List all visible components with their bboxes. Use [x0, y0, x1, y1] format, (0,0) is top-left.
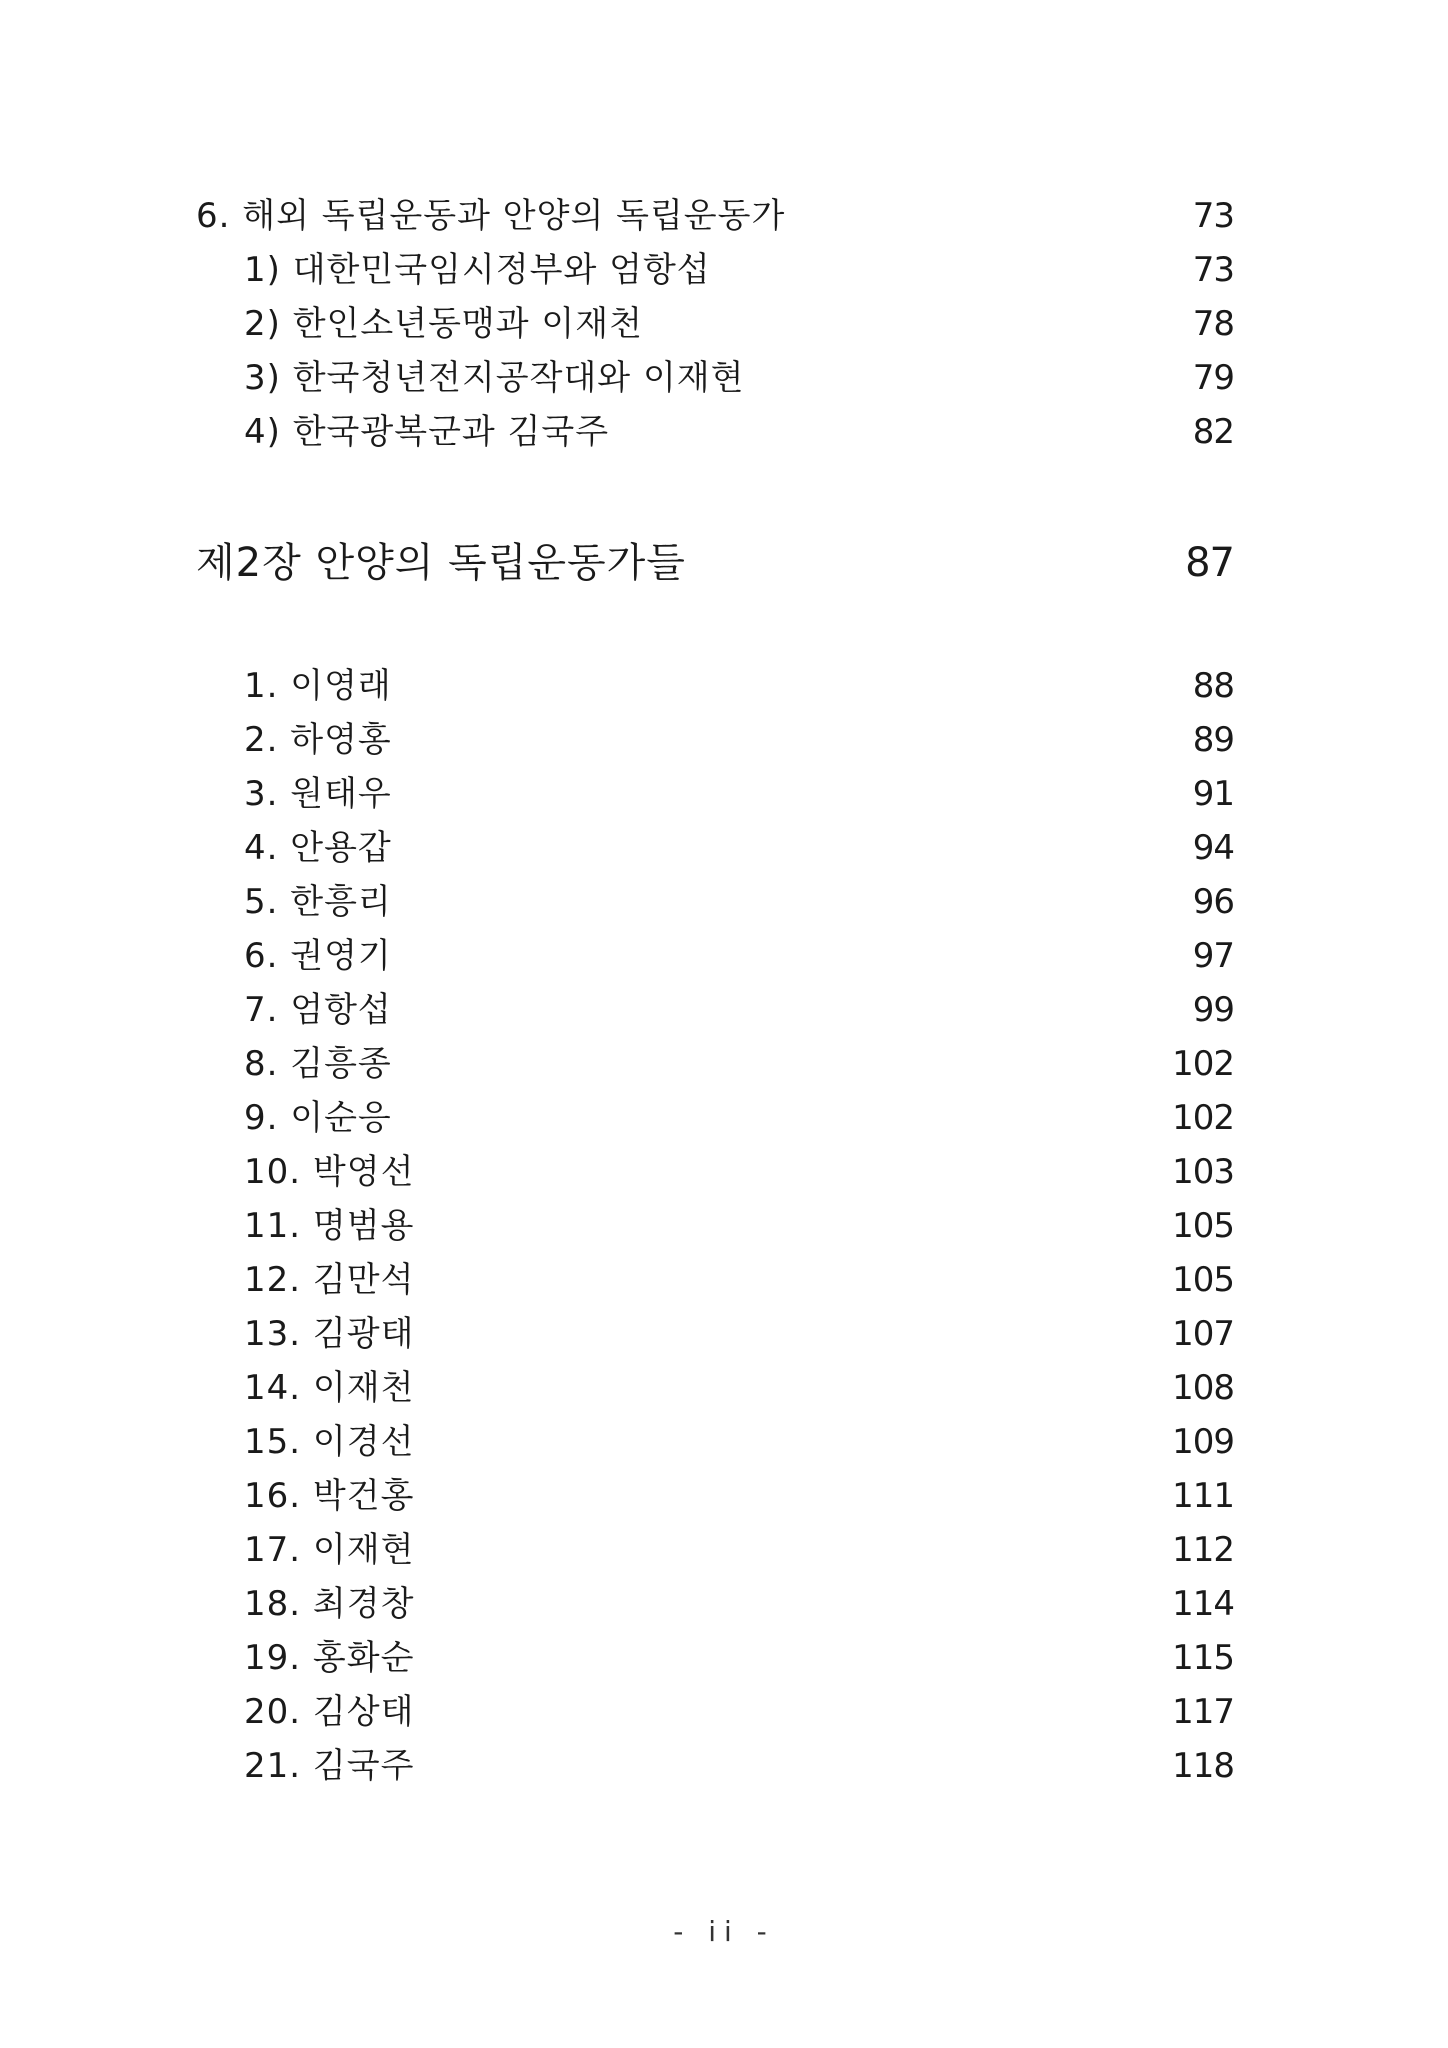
toc-entry-title: 11. 명범용	[244, 1206, 415, 1246]
toc-entry	[0, 659, 1448, 713]
toc-entry	[0, 713, 1448, 767]
toc-subitem-title: 4) 한국광복군과 김국주	[244, 412, 610, 452]
toc-entry	[0, 1199, 1448, 1253]
toc-entry-page: 96	[1192, 882, 1234, 922]
toc-entry-page: 112	[1172, 1530, 1234, 1570]
toc-entry-page: 102	[1172, 1098, 1234, 1138]
toc-entry-page: 102	[1172, 1044, 1234, 1084]
toc-entry-page: 105	[1172, 1206, 1234, 1246]
toc-entry-page: 99	[1192, 990, 1234, 1030]
toc-entry-page: 109	[1172, 1422, 1234, 1462]
toc-entry	[0, 1631, 1448, 1685]
toc-entry-page: 91	[1192, 774, 1234, 814]
toc-entry-title: 4. 안용갑	[244, 828, 392, 868]
toc-entry-page: 117	[1172, 1692, 1234, 1732]
toc-chapter-title: 제2장 안양의 독립운동가들	[196, 540, 686, 586]
toc-entry-title: 12. 김만석	[244, 1260, 415, 1300]
toc-subitem	[0, 351, 1448, 405]
toc-entry-page: 114	[1172, 1584, 1234, 1624]
toc-entry-title: 6. 권영기	[244, 936, 392, 976]
toc-entry	[0, 1469, 1448, 1523]
toc-entry-title: 1. 이영래	[244, 666, 392, 706]
toc-entry-page: 105	[1172, 1260, 1234, 1300]
toc-entry-title: 21. 김국주	[244, 1746, 415, 1786]
toc-subitem-title: 2) 한인소년동맹과 이재천	[244, 304, 643, 344]
toc-subitem	[0, 243, 1448, 297]
toc-entry-title: 16. 박건홍	[244, 1476, 415, 1516]
toc-entry	[0, 1739, 1448, 1793]
toc-entry	[0, 1253, 1448, 1307]
toc-entry-page: 111	[1172, 1476, 1234, 1516]
toc-entry	[0, 1091, 1448, 1145]
toc-subitem-page: 82	[1192, 412, 1234, 452]
toc-entry-title: 14. 이재천	[244, 1368, 415, 1408]
toc-entry-title: 10. 박영선	[244, 1152, 415, 1192]
toc-entry-title: 2. 하영홍	[244, 720, 392, 760]
toc-entry	[0, 1523, 1448, 1577]
toc-entry-page: 94	[1192, 828, 1234, 868]
toc-entry-page: 107	[1172, 1314, 1234, 1354]
toc-subitem-page: 73	[1192, 250, 1234, 290]
toc-chapter-page: 87	[1185, 540, 1234, 586]
toc-subitem-title: 3) 한국청년전지공작대와 이재현	[244, 358, 745, 398]
toc-chapter-heading	[0, 530, 1448, 596]
toc-section-title: 6. 해외 독립운동과 안양의 독립운동가	[196, 196, 786, 236]
toc-entry-page: 115	[1172, 1638, 1234, 1678]
toc-entry-title: 8. 김흥종	[244, 1044, 392, 1084]
toc-entry	[0, 983, 1448, 1037]
toc-entry-title: 15. 이경선	[244, 1422, 415, 1462]
toc-entry-title: 19. 홍화순	[244, 1638, 415, 1678]
toc-entry	[0, 1307, 1448, 1361]
toc-subitem-page: 78	[1192, 304, 1234, 344]
toc-entry	[0, 1685, 1448, 1739]
toc-entry	[0, 1361, 1448, 1415]
toc-entry-page: 103	[1172, 1152, 1234, 1192]
toc-entry-title: 7. 엄항섭	[244, 990, 392, 1030]
toc-entry	[0, 1145, 1448, 1199]
toc-entry-page: 88	[1192, 666, 1234, 706]
toc-entry	[0, 1415, 1448, 1469]
page-number-footer: - ii -	[673, 1915, 775, 1948]
toc-subitem	[0, 405, 1448, 459]
toc-entry	[0, 875, 1448, 929]
toc-entry	[0, 821, 1448, 875]
toc-subitem	[0, 297, 1448, 351]
toc-entry	[0, 1577, 1448, 1631]
toc-entry	[0, 1037, 1448, 1091]
toc-entry-title: 5. 한흥리	[244, 882, 392, 922]
toc-subitem-title: 1) 대한민국임시정부와 엄항섭	[244, 250, 711, 290]
toc-entry-title: 18. 최경창	[244, 1584, 415, 1624]
toc-entry-page: 118	[1172, 1746, 1234, 1786]
toc-entry	[0, 767, 1448, 821]
toc-entry-page: 97	[1192, 936, 1234, 976]
toc-section-page: 73	[1192, 196, 1234, 236]
toc-entry-title: 13. 김광태	[244, 1314, 415, 1354]
toc-entry-page: 89	[1192, 720, 1234, 760]
toc-entry-title: 17. 이재현	[244, 1530, 415, 1570]
toc-entry-title: 20. 김상태	[244, 1692, 415, 1732]
toc-entry-title: 3. 원태우	[244, 774, 392, 814]
toc-entry-page: 108	[1172, 1368, 1234, 1408]
toc-entry	[0, 929, 1448, 983]
toc-entry-title: 9. 이순응	[244, 1098, 392, 1138]
toc-subitem-page: 79	[1192, 358, 1234, 398]
toc-section-heading	[0, 189, 1448, 243]
